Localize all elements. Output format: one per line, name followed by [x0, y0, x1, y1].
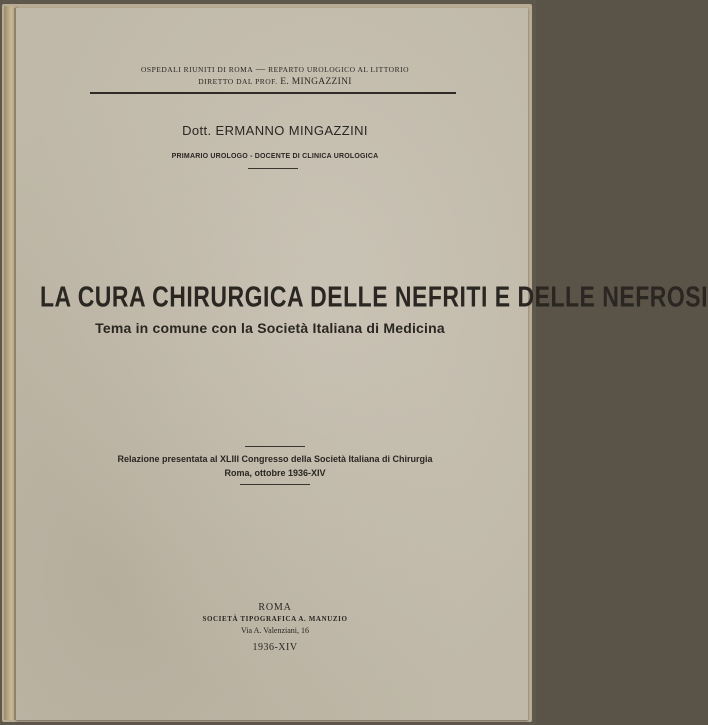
- header-director-name: E. MINGAZZINI: [277, 77, 352, 87]
- imprint-address: Via A. Valenziani, 16: [240, 626, 310, 635]
- header-hospital: OSPEDALI RIUNITI DI ROMA: [141, 65, 254, 74]
- imprint-year: 1936-XIV: [252, 642, 298, 653]
- author-role: PRIMARIO UROLOGO - DOCENTE DI CLINICA UROLOGICA: [171, 153, 379, 160]
- header-institution: [90, 65, 460, 75]
- header-director-prefix: DIRETTO DAL PROF.: [198, 77, 278, 86]
- author-rule: [248, 168, 298, 169]
- header-department: REPARTO UROLOGICO AL LITTORIO: [268, 65, 409, 74]
- header-rule: [90, 92, 456, 94]
- book-subtitle: Tema in comune con la Società Italiana di Medicina: [95, 320, 445, 336]
- imprint-publisher: SOCIETÀ TIPOGRAFICA A. MANUZIO: [202, 615, 348, 623]
- book-title: LA CURA CHIRURGICA DELLE NEFRITI E DELLE NEFROSI: [40, 280, 708, 313]
- relazione-note: Relazione presentata al XLIII Congresso della Società Italiana di Chirurgia: [117, 454, 433, 464]
- relazione-rule-top: [245, 446, 305, 447]
- imprint-city: ROMA: [258, 602, 292, 613]
- relazione-rule-bottom: [240, 484, 310, 485]
- author-name: Dott. ERMANNO MINGAZZINI: [182, 123, 368, 138]
- header-separator: —: [253, 65, 269, 75]
- book-cover: [16, 8, 708, 720]
- relazione-date: Roma, ottobre 1936-XIV: [224, 468, 326, 478]
- header-director: [90, 77, 460, 87]
